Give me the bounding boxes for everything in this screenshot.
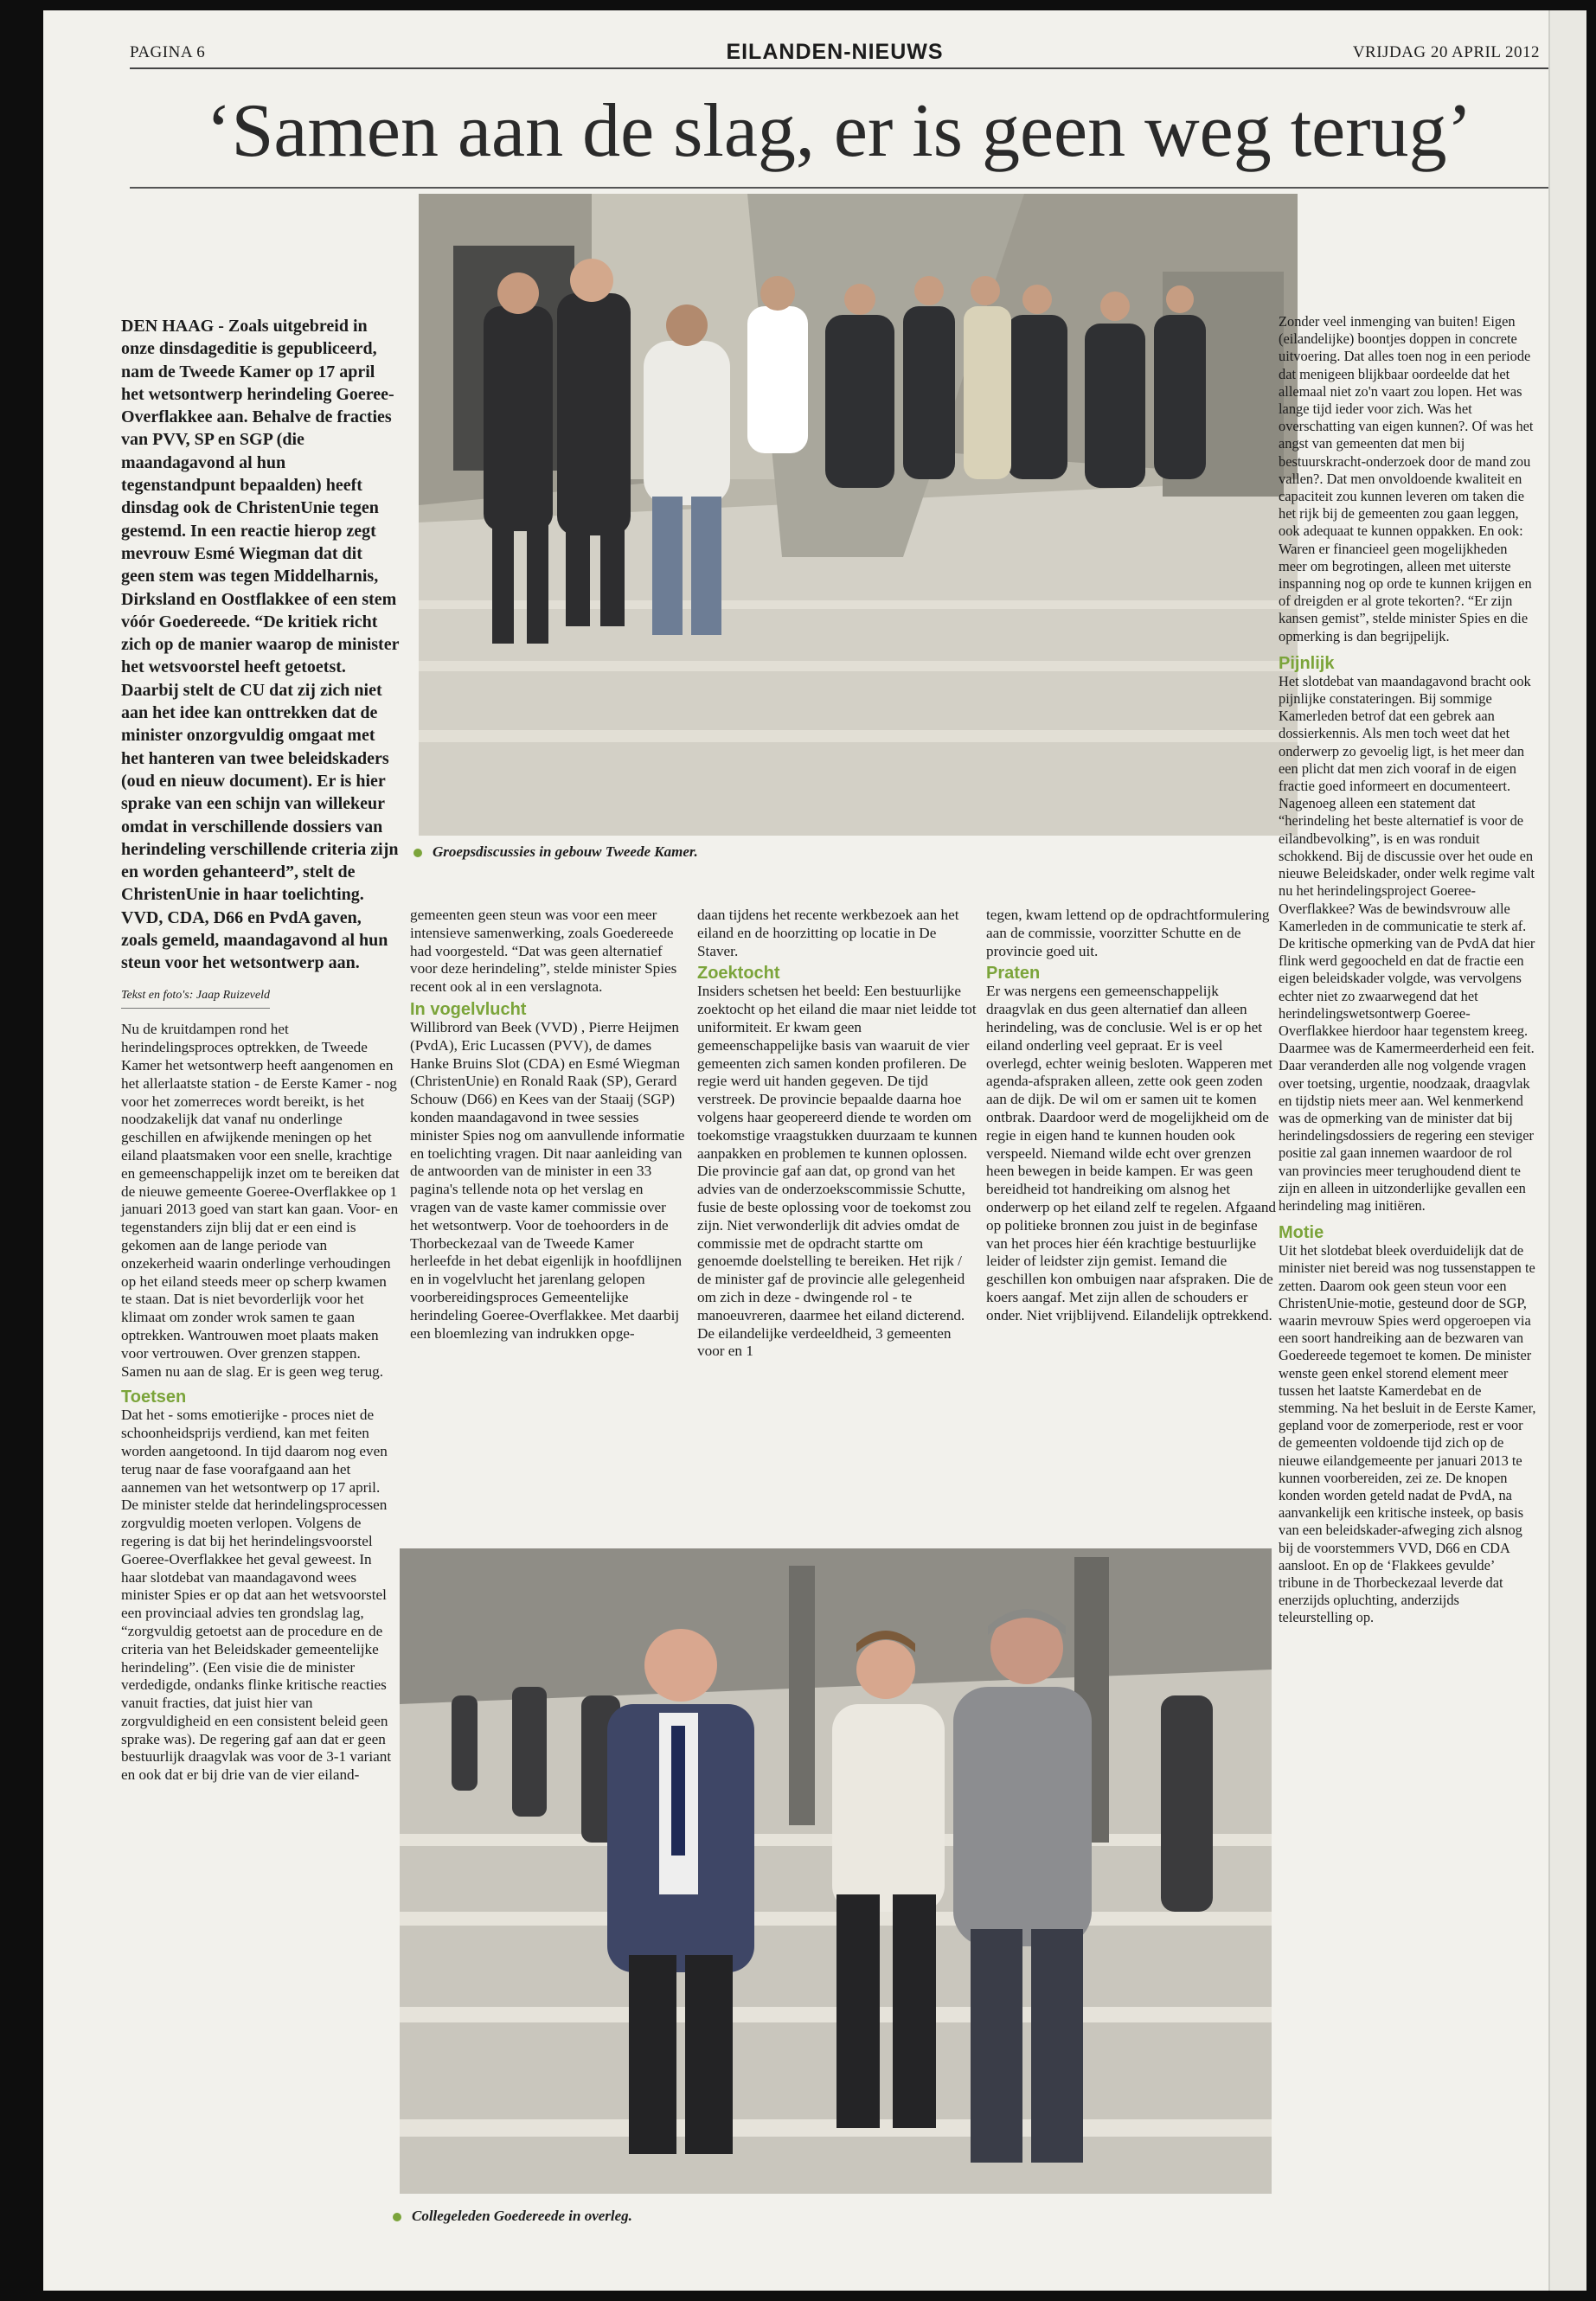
photo-bottom-caption-text: Collegeleden Goedereede in overleg. (412, 2208, 632, 2224)
photo-top-caption (413, 843, 1019, 861)
photo-top-caption-text: Groepsdiscussies in gebouw Tweede Kamer. (433, 843, 698, 860)
subhead-zoektocht: Zoektocht (697, 964, 780, 984)
column-4-body: tegen, kwam lettend op de opdrachtformulering aan de commissie, voorzitter Schutte en de provincie goed uit. (986, 907, 1270, 959)
caption-bullet (413, 849, 422, 857)
photo-group-discussions-image (419, 194, 1298, 836)
masthead (130, 28, 1540, 62)
column-3 (697, 907, 977, 1361)
column-1-body: Nu de kruitdampen rond het herindelingsproces optrekken, de Tweede Kamer het wetsontwerp heeft aangenomen en het allerlaatste station - de Eerste Kamer - nog voor het zomerreces wordt bereikt, is het noodzakelijk dat vanaf nu onderlinge geschillen en afwijkende meningen op het eiland plaatsmaken voor een snelle, krachtige en gemeenschappelijk inzet om te bereiken dat de nieuwe gemeente Goeree-Overflakkee op 1 januari 2013 goed van start kan gaan. Voor- en tegenstanders zijn blij dat er een eind is gekomen aan de lange periode van onzekerheid waarin onderlinge verhoudingen op het eiland steeds meer op scherp kwamen te staan. Dat is niet bevorderlijk voor het klimaat om zonder wrok samen te gaan optrekken. Wantrouwen moet plaats maken voor vertrouwen. Over grenzen stappen. Samen nu aan de slag. Er is geen weg terug. (121, 1021, 400, 1380)
photo-college-members-image (400, 1548, 1272, 2194)
subhead-toetsen: Toetsen (121, 1388, 187, 1407)
column-3-body: daan tijdens het recente werkbezoek aan het eiland en de hoorzitting op locatie in De Staver. (697, 907, 959, 959)
photo-bottom-caption (393, 2208, 998, 2225)
adjacent-page-edge (1548, 10, 1586, 2291)
subhead-motie: Motie (1279, 1223, 1324, 1243)
column-3-zoektocht: Insiders schetsen het beeld: Een bestuurlijke zoektocht op het eiland die maar niet leidde tot uniformiteit. Er kwam geen gemeenschappelijke basis van waaruit de vier gemeenten zich samen konden profileren. De regie werd uit handen gegeven. De tijd verstreek. De provincie bepaalde daarna hoe volgens haar geopereerd diende te worden om toekomstige vraagstukken duurzaam te kunnen aanpakken en problemen te kunnen oplossen. Die provincie gaf aan dat, op grond van het advies van de onderzoekscommissie Schutte, fusie de beste oplossing voor de toekomst zou zijn. Niet verwonderlijk dit advies omdat de commissie met de opdracht startte om genoemde doelstelling te bereiken. Het rijk / de minister gaf de provincie alle gelegenheid om zich in deze - dwingende rol - te manoeuvreren, daarmee het eiland dicterend. De eilandelijke verdeeldheid, 3 gemeenten voor en 1 (697, 983, 977, 1360)
issue-date: VRIJDAG 20 APRIL 2012 (1352, 43, 1540, 61)
column-2 (410, 907, 687, 1343)
subhead-praten: Praten (986, 964, 1041, 984)
column-4 (986, 907, 1280, 1325)
newspaper-page (43, 10, 1548, 2291)
photo-college-members (400, 1548, 1272, 2194)
column-1 (121, 315, 400, 1785)
page-number: PAGINA 6 (130, 43, 206, 61)
column-5 (1279, 313, 1536, 1627)
byline: Tekst en foto's: Jaap Ruizeveld (121, 987, 270, 1009)
column-5-pijnlijk: Het slotdebat van maandagavond bracht ook pijnlijke constateringen. Bij sommige Kamerleden betrof dat een gebrek aan dossierkennis. Als men toch weet dat het onderwerp zo gevoelig ligt, is het meer dan een plicht dat men zich vooraf in de eigen fractie goed informeert en documenteert. Nagenoeg alleen een statement dat “herindeling het beste alternatief is voor de eilandbevolking”, is en was ronduit schokkend. Bij de discussie over het oude en nieuwe Beleidskader, onder welk regime valt nu het herindelingsproject Goeree-Overflakkee? Was de bewindsvrouw alle Kamerleden in de communicatie te sterk af. De kritische opmerking van de PvdA dat hier flink werd gegoocheld en dat de fractie een eigen beleidskader volgde, was vervolgens echter niet zo zwaarwegend dat het herindelingswetsontwerp Goeree-Overflakkee hierdoor haar tegenstem kreeg. Daarmee was de Kamermeerderheid een feit. Daar veranderden alle nog volgende vragen over toetsing, urgentie, noodzaak, draagvlak en tijdstip niets meer aan. Wel kenmerkend was de opmerking van de minister dat bij herindelingsdossiers de regering een steviger positie zal gaan innemen waardoor de rol van provincies meer terughoudend dient te zijn en alleen in uitzonderlijke gevallen een herindeling mag initiëren. (1279, 672, 1535, 1214)
paper-name: EILANDEN-NIEUWS (726, 40, 944, 64)
column-2-body: gemeenten geen steun was voor een meer intensieve samenwerking, zoals Goedereede had voorgesteld. “Dat was geen alternatief voor deze herindeling”, stelde minister Spies recent ook al in een verslagnota. (410, 907, 677, 996)
column-2-vogelvlucht: Willibrord van Beek (VVD) , Pierre Heijmen (PvdA), Eric Lucassen (PVV), de dames Hanke Bruins Slot (CDA) en Esmé Wiegman (ChristenUnie) en Ronald Raak (SP), Gerard Schouw (D66) en Kees van der Staaij (SGP) konden maandagavond in twee sessies minister Spies nog om aanvullende informatie en toelichting vragen. Dit naar aanleiding van de antwoorden van de minister in een 33 pagina's tellende nota op het verslag en vragen van de vaste kamer commissie over het wetsontwerp. Voor de toehoorders in de Thorbeckezaal van de Tweede Kamer herleefde in het debat eigenlijk in hoofdlijnen en in vogelvlucht het jarenlang gelopen voorbereidingsproces Gemeentelijke herindeling Goeree-Overflakkee. Met daarbij een bloemlezing van indrukken opge- (410, 1018, 685, 1342)
column-5-body: Zonder veel inmenging van buiten! Eigen (eilandelijke) boontjes doppen in concrete uitvoering. Dat alles toen nog in een periode dat menigeen blijkbaar oordeelde dat het allemaal niet zo'n vaart zou lopen. Het was lange tijd ieder voor zich. Was het overschatting van eigen kunnen?. Of was het angst van gemeenten dat men bij bestuurskracht-onderzoek door de mand zou vallen?. Dat men onvoldoende kwaliteit en capaciteit zou kunnen leveren om taken die het rijk bij de gemeenten zou gaan leggen, ook adequaat te kunnen oppakken. En ook: Waren er financieel geen mogelijkheden meer om begrotingen, alleen met uiterste inspanning nog op orde te kunnen krijgen en of dreigden er al grote tekorten?. “Er zijn kansen gemist”, stelde minister Spies en die opmerking is dan begrijpelijk. (1279, 313, 1534, 644)
subhead-pijnlijk: Pijnlijk (1279, 653, 1335, 673)
column-4-praten: Er was nergens een gemeenschappelijk draagvlak en dus geen alternatief dan alleen herindeling, was de conclusie. Wel is er op het eiland onderling veel gepraat. Er is veel overlegd, echter weinig besloten. Wapperen met agenda-afspraken alleen, zette ook geen zoden aan de dijk. De wil om er samen uit te komen ontbrak. Daardoor werd de mogelijkheid om de regie in eigen hand te kunnen houden ook verspeeld. Niemand wilde echt over grenzen heen bewegen in beide kampen. Er was geen bereidheid tot handreiking om alsnog het onderwerp op het eiland zelf te regelen. Afgaand op politieke bronnen zou juist in de beginfase van het proces hier één krachtige bestuurlijke leider of leidster zijn gemist. Iemand die geschillen kon ombuigen naar afspraken. Die de koers aangaf. Met zijn allen de schouders er onder. Niet vrijblijvend. Eilandelijk optrekkend. (986, 983, 1277, 1324)
caption-bullet (393, 2213, 401, 2221)
column-1-toetsen: Dat het - soms emotierijke - proces niet de schoonheidsprijs verdiend, kan met feiten worden aangetoond. In tijd daarom nog even terug naar de fase voorafgaand aan het aannemen van het wetsontwerp op 17 april. De minister stelde dat herindelingsprocessen zorgvuldig moeten verlopen. Volgens de regering is dat bij het herindelingsvoorstel Goeree-Overflakkee het geval geweest. In haar slotdebat van maandagavond wees minister Spies er op dat aan het wetsvoorstel een provinciaal advies ten grondslag lag, “zorgvuldig getoetst aan de procedure en de criteria van het Beleidskader gemeentelijke herindeling”. (Een visie die de minister verdedigde, ondanks flinke kritische reacties vanuit fracties, dat juist hier van zorgvuldigheid en een consistent beleid geen sprake was). De regering gaf aan dat er geen bestuurlijk draagvlak was voor de 3-1 variant en ook dat er bij drie van de vier eiland- (121, 1407, 392, 1784)
headline: ‘Samen aan de slag, er is geen weg terug’ (206, 89, 1472, 173)
photo-group-discussions (419, 194, 1298, 836)
column-5-motie: Uit het slotdebat bleek overduidelijk dat de minister niet bereid was nog tussenstappen te zetten. Daarom ook geen steun voor een ChristenUnie-motie, gesteund door de SGP, waarin mevrouw Spies werd opgeroepen via een soort handreiking aan de bezwaren van Goedereede tegemoet te komen. De minister wenste geen enkel storend element meer tussen het laatste Kamerdebat en de stemming. Na het besluit in de Eerste Kamer, gepland voor de zomerperiode, rest er voor de gemeenten voldoende tijd zich op de nieuwe eilandgemeente per januari 2013 te kunnen voorbereiden, zei ze. De knopen konden worden geteld nadat de PvdA, na aanvankelijk een kritische insteek, op basis van een beleidskader-afweging zich alsnog bij de voorstemmers VVD, D66 en CDA aansloot. En op de ‘Flakkees gevulde’ tribune in de Thorbeckezaal leverde dat enerzijds opluchting, anderzijds teleurstelling op. (1279, 1242, 1536, 1626)
masthead-rule (130, 67, 1548, 69)
headline-rule (130, 187, 1548, 189)
article-intro: DEN HAAG - Zoals uitgebreid in onze dinsdageditie is gepubliceerd, nam de Tweede Kamer op 17 april het wetsontwerp herindeling Goeree-Overflakkee aan. Behalve de fracties van PVV, SP en SGP (die maandagavond al hun tegenstandpunt bepaalden) heeft dinsdag ook de ChristenUnie tegen gestemd. In een reactie hierop zegt mevrouw Esmé Wiegman dat dit geen stem was tegen Middelharnis, Dirksland en Oostflakkee of een stem vóór Goedereede. “De kritiek richt zich op de manier waarop de minister het wetsvoorstel heeft getoetst. Daarbij stelt de CU dat zij zich niet aan het idee kan onttrekken dat de minister onzorgvuldig omgaat met het hanteren van twee beleidskaders (oud en nieuw document). Er is hier sprake van een schijn van willekeur omdat in verschillende dossiers van herindeling verschillende criteria zijn en worden gehanteerd”, stelt de ChristenUnie in haar toelichting. VVD, CDA, D66 en PvdA gaven, zoals gemeld, maandagavond al hun steun voor het wetsontwerp aan. (121, 317, 400, 973)
subhead-vogelvlucht: In vogelvlucht (410, 999, 527, 1019)
